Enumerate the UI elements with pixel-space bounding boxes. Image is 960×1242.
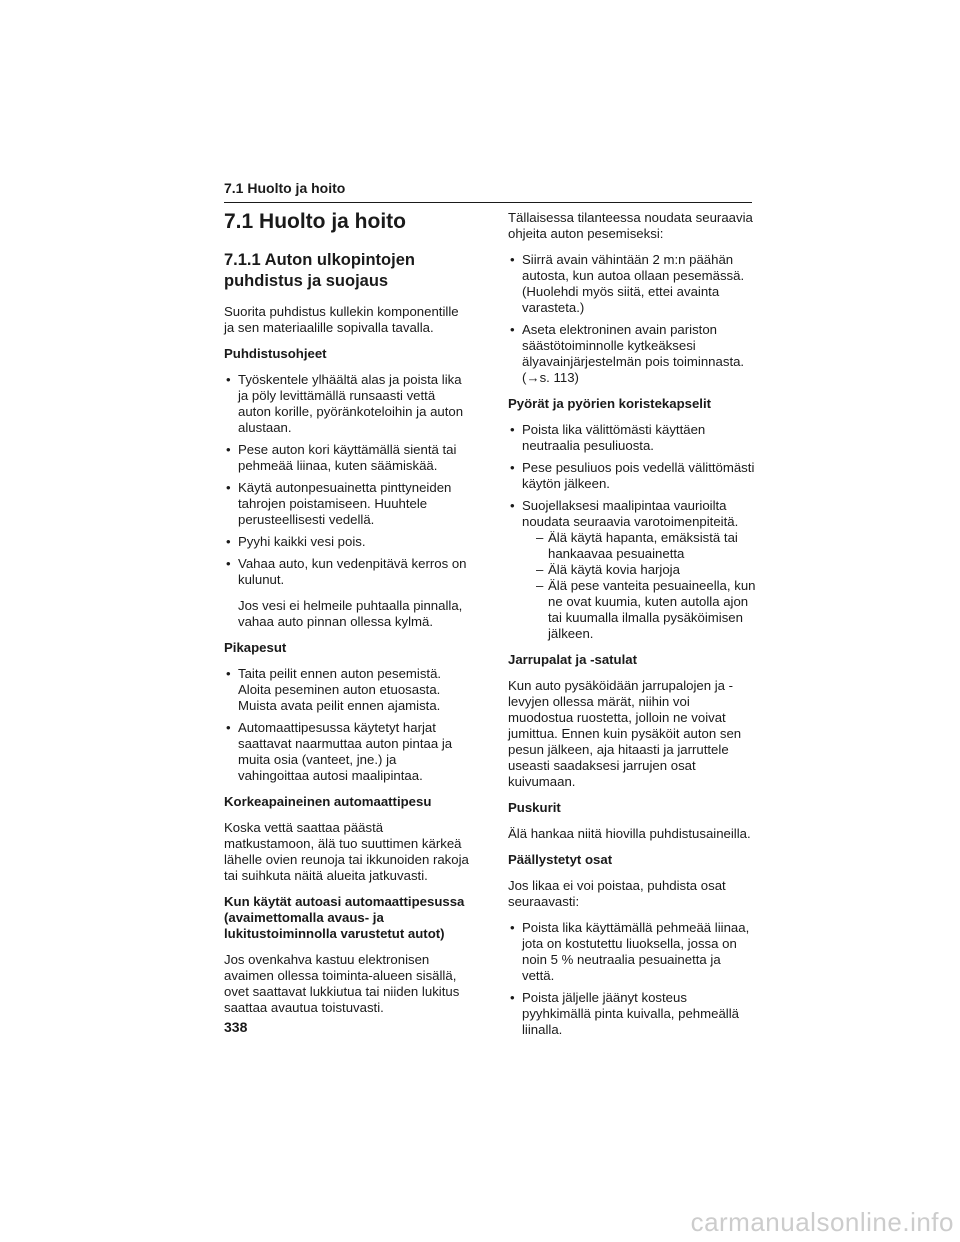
page-number: 338	[224, 1019, 248, 1035]
subsection-title: 7.1.1 Auton ulkopintojen puhdistus ja suojaus	[224, 251, 415, 290]
right-column	[508, 210, 756, 1048]
heading-avaimeton: Kun käytät autoasi automaattipesussa (avaimettomalla avaus- ja lukitustoiminnolla varustetut autot)	[224, 894, 465, 941]
list-item: • Työskentele ylhäältä alas ja poista lika ja pöly levittämällä runsaasti vettä auton korille, pyöränkoteloihin ja auton alustaan.	[224, 372, 469, 436]
jarrupalat-text: Kun auto pysäköidään jarrupalojen ja -levyjen ollessa märät, niihin voi muodostua ruostetta, jolloin ne voivat jumittua. Ennen kuin pysäköit auton sen pesun jälkeen, aja hitaasti ja jarruttele useasti saadaksesi jarrujen osat kuivumaan.	[508, 678, 742, 789]
running-head: 7.1 Huolto ja hoito	[224, 180, 752, 203]
paallystetyt-text: Jos likaa ei voi poistaa, puhdista osat seuraavasti:	[508, 878, 726, 909]
list-item: • Poista jäljelle jäänyt kosteus pyyhkimällä pinta kuivalla, pehmeällä liinalla.	[508, 990, 756, 1038]
heading-paallystetyt: Päällystetyt osat	[508, 852, 613, 867]
list-item: • Pyyhi kaikki vesi pois.	[224, 534, 469, 550]
list-item: • Aseta elektroninen avain pariston säästötoiminnolle kytkeäksesi älyavainjärjestelmän pois toiminnasta. (→s. 113)	[508, 322, 756, 386]
pyorat-list	[508, 422, 756, 642]
right-intro-list	[508, 252, 756, 386]
section-title: 7.1 Huolto ja hoito	[224, 210, 406, 233]
right-intro: Tällaisessa tilanteessa noudata seuraavia ohjeita auton pesemiseksi:	[508, 210, 753, 241]
list-item	[508, 498, 756, 642]
watermark: carmanualsonline.info	[690, 1207, 954, 1237]
list-item-text: Suojellaksesi maalipintaa vaurioilta noudata seuraavia varotoimenpiteitä.	[522, 498, 739, 529]
list-item: • Poista lika välittömästi käyttäen neutraalia pesuliuosta.	[508, 422, 756, 454]
sublist-item: – Älä pese vanteita pesuaineella, kun ne ovat kuumia, kuten autolla ajon tai kuumalla ilmalla pysäköimisen jälkeen.	[522, 578, 756, 642]
paallystetyt-list	[508, 920, 756, 1038]
intro-paragraph: Suorita puhdistus kullekin komponentille ja sen materiaalille sopivalla tavalla.	[224, 304, 459, 335]
list-item: • Taita peilit ennen auton pesemistä. Aloita peseminen auton etuosasta. Muista avata peilit ennen ajamista.	[224, 666, 469, 714]
list-item: • Vahaa auto, kun vedenpitävä kerros on kulunut.	[224, 556, 469, 588]
puskurit-text: Älä hankaa niitä hiovilla puhdistusaineilla.	[508, 826, 751, 841]
heading-puhdistusohjeet: Puhdistusohjeet	[224, 346, 327, 361]
list-item: • Automaattipesussa käytetyt harjat saattavat naarmuttaa auton pintaa ja muita osia (vanteet, jne.) ja vahingoittaa autosi maalipintaa.	[224, 720, 469, 784]
precautions-sublist	[522, 530, 756, 642]
heading-puskurit: Puskurit	[508, 800, 561, 815]
list-item: • Käytä autonpesuainetta pinttyneiden tahrojen poistamiseen. Huuhtele perusteellisesti vedellä.	[224, 480, 469, 528]
avaimeton-text: Jos ovenkahva kastuu elektronisen avaimen ollessa toiminta-alueen sisällä, ovet saattavat lukkiutua tai niiden lukitus saattaa avautua toistuvasti.	[224, 952, 460, 1015]
pikapesut-list	[224, 666, 469, 784]
list-item: • Pese pesuliuos pois vedellä välittömästi käytön jälkeen.	[508, 460, 756, 492]
list-item: • Poista lika käyttämällä pehmeää liinaa, jota on kostutettu liuoksella, jossa on noin 5 % neutraalia pesuainetta ja vettä.	[508, 920, 756, 984]
wax-note: Jos vesi ei helmeile puhtaalla pinnalla, vahaa auto pinnan ollessa kylmä.	[238, 598, 463, 629]
sublist-item: – Älä käytä hapanta, emäksistä tai hankaavaa pesuainetta	[522, 530, 756, 562]
heading-korkeapaine: Korkeapaineinen automaattipesu	[224, 794, 432, 809]
korkeapaine-text: Koska vettä saattaa päästä matkustamoon, älä tuo suuttimen kärkeä lähelle ovien reunoja tai ikkunoiden rakoja tai suihkuta näitä alueita jatkuvasti.	[224, 820, 469, 883]
heading-pyorat: Pyörät ja pyörien koristekapselit	[508, 396, 712, 411]
heading-pikapesut: Pikapesut	[224, 640, 287, 655]
sublist-item: – Älä käytä kovia harjoja	[522, 562, 756, 578]
left-column	[224, 208, 469, 1026]
puhdistus-list	[224, 372, 469, 588]
heading-jarrupalat: Jarrupalat ja -satulat	[508, 652, 637, 667]
list-item: • Siirrä avain vähintään 2 m:n päähän autosta, kun autoa ollaan pesemässä. (Huolehdi myös siitä, ettei avainta varasteta.)	[508, 252, 756, 316]
list-item: • Pese auton kori käyttämällä sientä tai pehmeää liinaa, kuten säämiskää.	[224, 442, 469, 474]
